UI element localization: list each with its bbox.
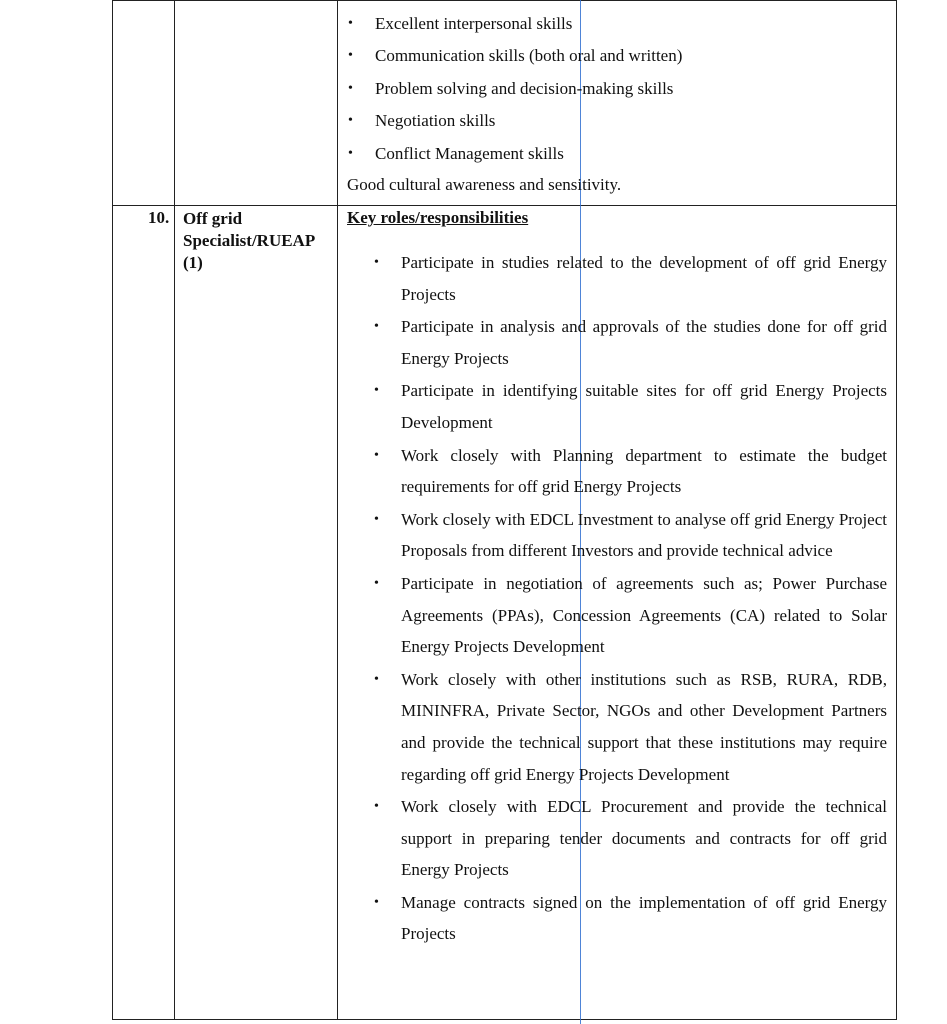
responsibility-text: Work closely with Planning department to estimate the budget requirements for off grid Energy Projects [401, 445, 887, 497]
list-item [348, 138, 888, 170]
list-item [348, 73, 888, 105]
bullet-icon: • [374, 799, 379, 815]
bullet-icon: • [348, 48, 353, 64]
list-item [374, 568, 887, 663]
skill-text: Problem solving and decision-making skills [375, 78, 674, 98]
list-item [374, 664, 887, 790]
bullet-icon: • [348, 16, 353, 31]
bullet-icon: • [374, 255, 379, 270]
column-divider-title [337, 0, 338, 1020]
list-item [374, 375, 887, 438]
list-item [374, 311, 887, 374]
responsibility-text: Manage contracts signed on the implementation of off grid Energy Projects [401, 892, 887, 944]
bullet-icon: • [374, 383, 379, 399]
table-top-border [112, 0, 897, 1]
table-bottom-border [112, 1019, 897, 1020]
row-divider [112, 205, 897, 206]
responsibility-text: Participate in identifying suitable sites for off grid Energy Projects Development [401, 381, 887, 432]
responsibility-text: Participate in studies related to the development of off grid Energy Projects [401, 253, 887, 304]
list-item [348, 8, 888, 40]
list-item [374, 887, 887, 950]
skill-text: Negotiation skills [375, 111, 496, 131]
bullet-icon: • [374, 447, 379, 463]
responsibility-text: Work closely with EDCL Investment to analyse off grid Energy Project Proposals from different Investors and provide technical advice [401, 509, 887, 561]
cultural-awareness-line: Good cultural awareness and sensitivity. [347, 175, 622, 194]
responsibility-text: Participate in negotiation of agreements such as; Power Purchase Agreements (PPAs), Concession Agreements (CA) related to Solar Energy Projects Development [401, 573, 887, 657]
bullet-icon: • [348, 80, 353, 96]
bullet-icon: • [374, 575, 379, 591]
row-number: 10. [148, 208, 170, 227]
position-title: Off grid Specialist/RUEAP (1) [183, 209, 315, 272]
list-item [374, 440, 887, 503]
skill-text: Conflict Management skills [375, 143, 564, 163]
bullet-icon: • [348, 113, 353, 129]
table-left-border [112, 0, 113, 1020]
skill-text: Communication skills (both oral and written) [375, 46, 683, 66]
list-item [374, 504, 887, 567]
responsibilities-list [374, 247, 887, 951]
skills-list [348, 8, 888, 170]
skill-text: Excellent interpersonal skills [375, 14, 573, 33]
bullet-icon: • [348, 145, 353, 161]
bullet-icon: • [374, 894, 379, 910]
column-divider-number [174, 0, 175, 1020]
responsibilities-heading: Key roles/responsibilities [347, 208, 529, 227]
list-item [374, 247, 887, 310]
list-item [348, 105, 888, 137]
list-item [374, 791, 887, 886]
bullet-icon: • [374, 511, 379, 527]
responsibility-text: Work closely with EDCL Procurement and provide the technical support in preparing tender documents and contracts for off grid Energy Projects [401, 797, 887, 880]
bullet-icon: • [374, 671, 379, 687]
bullet-icon: • [374, 319, 379, 335]
responsibility-text: Participate in analysis and approvals of the studies done for off grid Energy Projects [401, 317, 887, 368]
list-item [348, 40, 888, 72]
responsibility-text: Work closely with other institutions such as RSB, RURA, RDB, MININFRA, Private Sector, NGOs and other Development Partners and provide the technical support that these institutions may require regarding off grid Energy Projects Development [401, 669, 887, 784]
table-right-border [896, 0, 897, 1020]
